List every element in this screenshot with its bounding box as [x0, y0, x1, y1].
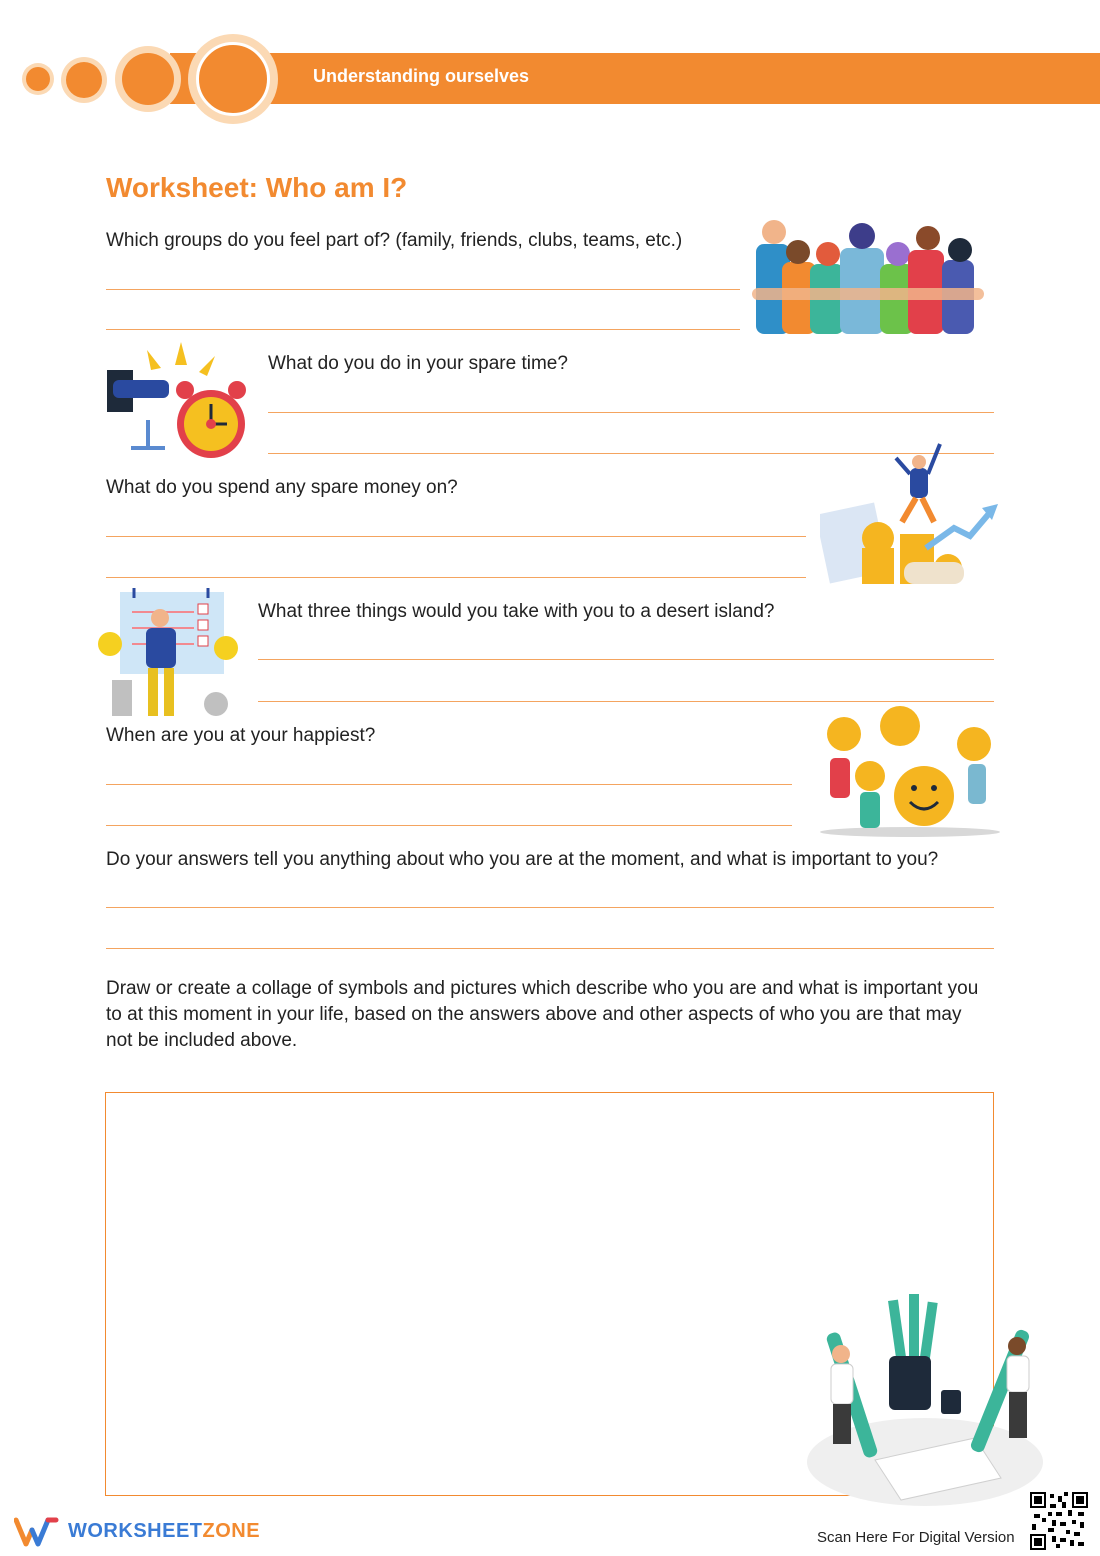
- pot-shape: [112, 680, 132, 716]
- person-head: [912, 455, 926, 469]
- emoji-shape: [855, 761, 885, 791]
- question-4: What three things would you take with you to a desert island?: [258, 601, 775, 622]
- person-arm: [928, 444, 940, 474]
- header-title: Understanding ourselves: [313, 66, 530, 86]
- question-6: Do your answers tell you anything about who you are at the moment, and what is important to you?: [106, 849, 939, 870]
- person-body-shape: [968, 764, 986, 804]
- question-2: What do you do in your spare time?: [268, 353, 568, 374]
- logo-stroke: [16, 1520, 32, 1544]
- money-bag: [904, 562, 964, 584]
- qr-finder-center: [1034, 1496, 1042, 1504]
- person-legs: [833, 1404, 851, 1444]
- clock-bell: [228, 381, 246, 399]
- worksheet-title: Worksheet: Who am I?: [106, 172, 408, 203]
- group-hug-illustration: [752, 214, 1000, 336]
- answer-line[interactable]: [106, 329, 740, 330]
- checklist-board-illustration: [98, 588, 240, 718]
- answer-line[interactable]: [258, 701, 994, 702]
- collage-instruction: Draw or create a collage of symbols and pictures which describe who you are and what is important you to at this moment in your life, based on the answers above and other aspects of who you are that may not be included above.: [106, 978, 979, 1051]
- plant-shape: [98, 632, 122, 656]
- emoji-eye: [931, 785, 937, 791]
- qr-finder-center: [1034, 1538, 1042, 1546]
- decor-circle: [196, 42, 270, 116]
- money-coins-illustration: [820, 438, 1000, 586]
- emoji-shape: [880, 706, 920, 746]
- arms-shape: [752, 288, 984, 300]
- person-body-shape: [910, 468, 928, 498]
- person-body-shape: [830, 758, 850, 798]
- decor-circle: [66, 62, 102, 98]
- person-legs: [902, 498, 934, 522]
- checkbox-shape: [198, 620, 208, 630]
- person-head: [948, 238, 972, 262]
- answer-line[interactable]: [268, 412, 994, 413]
- footer-brand: [68, 1520, 260, 1543]
- person-body-shape: [1007, 1356, 1029, 1392]
- person-head: [832, 1345, 850, 1363]
- person-arm: [896, 458, 910, 474]
- answer-line[interactable]: [106, 536, 806, 537]
- pen-nib-shape: [175, 342, 187, 365]
- checkbox-shape: [198, 636, 208, 646]
- emoji-shape: [827, 717, 861, 751]
- person-leg: [148, 668, 158, 716]
- person-head: [1008, 1337, 1026, 1355]
- answer-line[interactable]: [106, 948, 994, 949]
- person-head: [816, 242, 840, 266]
- pen-nib-shape: [199, 356, 215, 376]
- question-3: What do you spend any spare money on?: [106, 477, 458, 498]
- scan-text: Scan Here For Digital Version: [817, 1529, 1015, 1546]
- checkbox-shape: [198, 604, 208, 614]
- person-head: [916, 226, 940, 250]
- person-head: [151, 609, 169, 627]
- clock-bell: [176, 381, 194, 399]
- ground-shadow: [820, 827, 1000, 837]
- decor-circle: [122, 53, 174, 105]
- qr-code-icon[interactable]: [1030, 1492, 1088, 1550]
- pencil-cup: [889, 1356, 931, 1410]
- answer-line[interactable]: [106, 907, 994, 908]
- paint-pot: [941, 1390, 961, 1414]
- question-1: Which groups do you feel part of? (family, friends, clubs, teams, etc.): [106, 230, 683, 251]
- brand-part2: ZONE: [202, 1520, 261, 1542]
- person-body-shape: [146, 628, 176, 668]
- person-body-shape: [113, 380, 169, 398]
- answer-line[interactable]: [258, 659, 994, 660]
- happy-emoji-people-illustration: [818, 706, 1004, 838]
- person-head: [849, 223, 875, 249]
- coin-stack: [862, 548, 894, 584]
- answer-line[interactable]: [106, 784, 792, 785]
- emoji-eye: [911, 785, 917, 791]
- worksheetzone-logo-icon: [14, 1516, 60, 1548]
- answer-line[interactable]: [106, 825, 792, 826]
- answer-line[interactable]: [106, 577, 806, 578]
- person-legs: [1009, 1392, 1027, 1438]
- pen-nib-shape: [147, 350, 161, 370]
- plant-shape: [214, 636, 238, 660]
- clock-center: [206, 419, 216, 429]
- brand-part1: WORKSHEET: [68, 1520, 203, 1542]
- pot-shape: [204, 692, 228, 716]
- person-body-shape: [860, 792, 880, 828]
- person-body-shape: [831, 1364, 853, 1404]
- emoji-shape: [894, 766, 954, 826]
- person-head: [886, 242, 910, 266]
- emoji-shape: [957, 727, 991, 761]
- header-banner: [170, 53, 1100, 104]
- person-head: [786, 240, 810, 264]
- growth-arrow: [926, 510, 992, 548]
- logo-stroke: [32, 1520, 48, 1544]
- person-leg: [164, 668, 174, 716]
- decor-circle: [26, 67, 50, 91]
- pencils-artists-illustration: [805, 1290, 1050, 1508]
- person-head: [762, 220, 786, 244]
- qr-finder-center: [1076, 1496, 1084, 1504]
- relaxing-clock-illustration: [103, 340, 253, 460]
- answer-line[interactable]: [106, 289, 740, 290]
- question-5: When are you at your happiest?: [106, 725, 376, 746]
